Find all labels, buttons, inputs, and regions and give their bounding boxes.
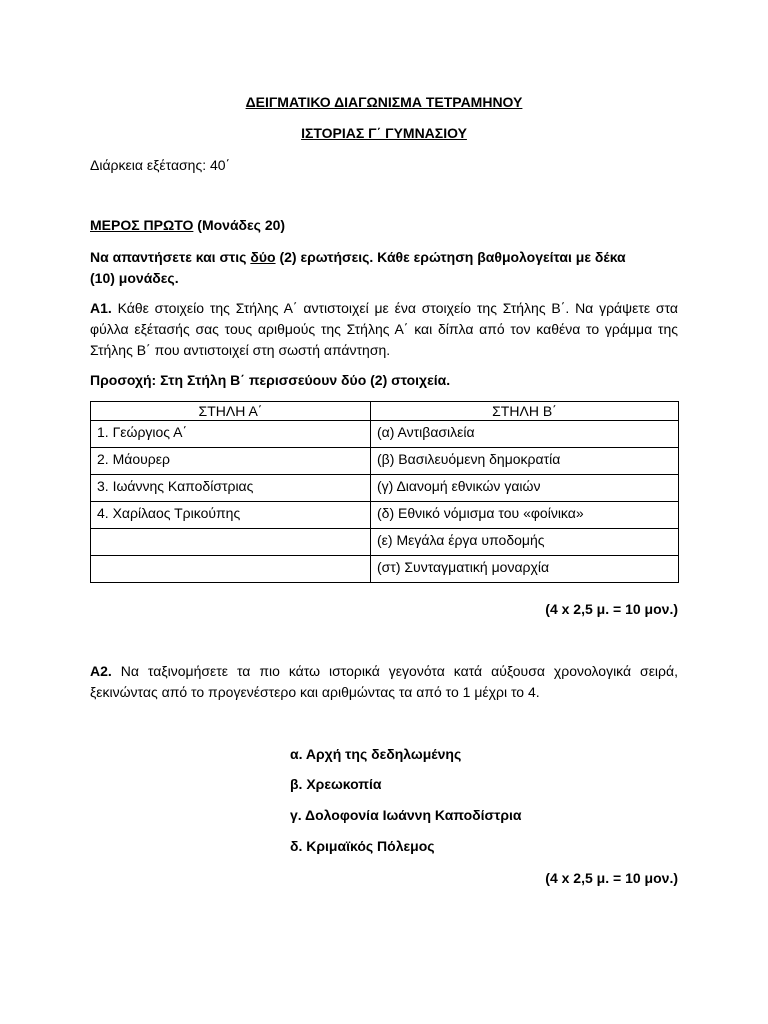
exam-title: ΔΕΙΓΜΑΤΙΚΟ ΔΙΑΓΩΝΙΣΜΑ ΤΕΤΡΑΜΗΝΟΥ <box>245 94 523 110</box>
a1-note: Προσοχή: Στη Στήλη Β΄ περισσεύουν δύο (2) στοιχεία. <box>90 372 451 388</box>
instr-underlined: δύο <box>250 249 276 265</box>
instr-text-b: (2) ερωτήσεις. Κάθε ερώτηση βαθμολογείται με δέκα <box>275 249 626 265</box>
part1-title: ΜΕΡΟΣ ΠΡΩΤΟ <box>90 217 194 233</box>
column-a-cell: 3. Ιωάννης Καποδίστριας <box>91 475 371 502</box>
part1-instructions-line2: (10) μονάδες. <box>90 270 179 286</box>
part1-instructions <box>90 247 678 267</box>
part1-heading <box>90 215 678 235</box>
table-row <box>91 556 679 583</box>
column-a-header: ΣΤΗΛΗ Α΄ <box>91 402 371 421</box>
column-a-cell <box>91 529 371 556</box>
a2-score: (4 x 2,5 μ. = 10 μον.) <box>545 870 678 886</box>
table-row <box>91 529 679 556</box>
table-row <box>91 421 679 448</box>
column-b-cell: (γ) Διανομή εθνικών γαιών <box>371 475 679 502</box>
a1-label: Α1. <box>90 300 112 316</box>
table-row <box>91 475 679 502</box>
list-item: β. Χρεωκοπία <box>290 776 382 792</box>
list-item: γ. Δολοφονία Ιωάννη Καποδίστρια <box>290 807 522 823</box>
column-a-cell: 2. Μάουρερ <box>91 448 371 475</box>
list-item: α. Αρχή της δεδηλωμένης <box>290 746 462 762</box>
list-item: δ. Κριμαϊκός Πόλεμος <box>290 838 435 854</box>
instr-text-a: Να απαντήσετε και στις <box>90 249 251 265</box>
table-row <box>91 502 679 529</box>
matching-table <box>90 401 679 583</box>
a1-score: (4 x 2,5 μ. = 10 μον.) <box>545 601 678 617</box>
column-b-cell: (α) Αντιβασιλεία <box>371 421 679 448</box>
part1-points: (Μονάδες 20) <box>193 217 286 233</box>
column-b-cell: (ε) Μεγάλα έργα υποδομής <box>371 529 679 556</box>
column-a-cell <box>91 556 371 583</box>
column-b-header: ΣΤΗΛΗ Β΄ <box>371 402 679 421</box>
question-a1 <box>90 298 678 361</box>
a1-text: Κάθε στοιχείο της Στήλης Α΄ αντιστοιχεί με ένα στοιχείο της Στήλης Β΄. Να γράψετε στα φύλλα εξέτασής σας τους αριθμούς της Στήλης Α΄ και δίπλα από τον καθένα το γράμμα της Στήλης Β΄ που αντιστοιχεί στη σωστή απάντηση. <box>90 300 678 358</box>
question-a2 <box>90 661 678 703</box>
a2-text: Να ταξινομήσετε τα πιο κάτω ιστορικά γεγονότα κατά αύξουσα χρονολογικά σειρά, ξεκινώντας από το προγενέστερο και αριθμώντας τα από το 1 μέχρι το 4. <box>90 663 678 700</box>
a2-label: Α2. <box>90 663 112 679</box>
exam-duration: Διάρκεια εξέτασης: 40΄ <box>90 157 231 173</box>
column-a-cell: 1. Γεώργιος Α΄ <box>91 421 371 448</box>
exam-subtitle: ΙΣΤΟΡΙΑΣ Γ΄ ΓΥΜΝΑΣΙΟΥ <box>301 125 467 141</box>
column-a-cell: 4. Χαρίλαος Τρικούπης <box>91 502 371 529</box>
column-b-cell: (δ) Εθνικό νόμισμα του «φοίνικα» <box>371 502 679 529</box>
column-b-cell: (στ) Συνταγματική μοναρχία <box>371 556 679 583</box>
table-row <box>91 448 679 475</box>
column-b-cell: (β) Βασιλευόμενη δημοκρατία <box>371 448 679 475</box>
table-header-row <box>91 402 679 421</box>
